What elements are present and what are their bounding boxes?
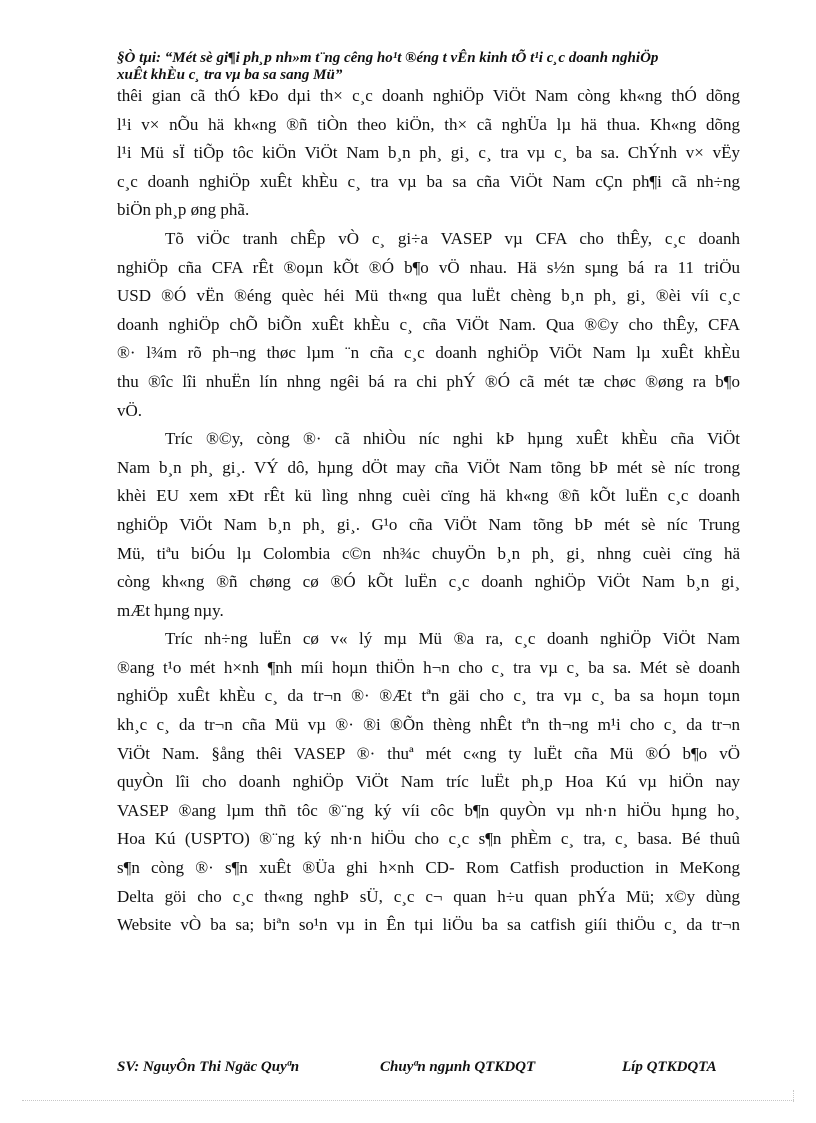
running-header xyxy=(117,50,757,84)
header-title-line-2: xuÊt khÈu c¸ tra vµ ba sa sang Mü” xyxy=(117,67,343,83)
body-line: thu ®îc lîi nhuËn lín nhng ngêi bá ra chi phÝ ®Ó cã mét tæ chøc ®øng ra b¶o xyxy=(117,371,740,391)
paragraph-first-line: Tríc nh÷ng luËn cø v« lý mµ Mü ®a ra, c¸c doanh nghiÖp ViÖt Nam xyxy=(165,629,740,649)
body-line: VASEP ®ang lµm thñ tôc ®¨ng ký víi côc b¶n quyÒn vµ nh·n hiÖu hµng ho¸ xyxy=(117,800,740,820)
body-line: nghiÖp xuÊt khÈu c¸ da tr¬n ®· ®Æt tªn gäi cho c¸ tra vµ c¸ ba sa hoµn toµn xyxy=(117,686,740,706)
body-line: quyÒn lîi cho doanh nghiÖp ViÖt Nam tríc luËt ph¸p Hoa Kú vµ hiÖn nay xyxy=(117,772,740,792)
body-line: c¸c doanh nghiÖp xuÊt khÈu c¸ tra vµ ba sa cña ViÖt Nam cÇn ph¶i cã nh÷ng xyxy=(117,171,740,191)
body-line: mÆt hµng nµy. xyxy=(117,600,224,620)
body-line: thêi gian cã thÓ kÐo dµi th× c¸c doanh nghiÖp ViÖt Nam còng kh«ng thÓ dõng xyxy=(117,86,740,105)
footer-author: SV: NguyÔn Thi Ngäc Quyªn xyxy=(117,1059,300,1075)
paragraph-first-line: Tríc ®©y, còng ®· cã nhiÒu níc nghi kÞ hµng xuÊt khÈu cña ViÖt xyxy=(165,429,740,449)
body-line: l¹i Mü sÏ tiÕp tôc kiÖn ViÖt Nam b¸n ph¸ gi¸ c¸ tra vµ c¸ ba sa. ChÝnh v× vËy xyxy=(117,143,740,163)
footer-major: Chuyªn ngµnh QTKDQT xyxy=(380,1059,536,1075)
body-line: Delta göi cho c¸c th«ng nghÞ sÜ, c¸c c¬ quan h÷u quan phÝa Mü; x©y dùng xyxy=(117,886,740,906)
body-line: biÖn ph¸p øng phã. xyxy=(117,200,250,220)
body-line: Nam b¸n ph¸ gi¸. VÝ dô, hµng dÖt may cña ViÖt Nam tõng bÞ mét sè níc trong xyxy=(117,457,740,477)
paragraph-first-line: Tõ viÖc tranh chÊp vÒ c¸ gi÷a VASEP vµ CFA cho thÊy, c¸c doanh xyxy=(165,228,740,248)
body-line: ViÖt Nam. §ång thêi VASEP ®· thuª mét c«ng ty luËt cña Mü ®Ó b¶o vÖ xyxy=(117,743,740,763)
page-right-edge xyxy=(793,1090,794,1102)
page-bottom-edge xyxy=(22,1100,794,1101)
body-line: s¶n còng ®· s¶n xuÊt ®Üa ghi h×nh CD- Rom Catfish production in MeKong xyxy=(117,858,740,878)
body-line: Hoa Kú (USPTO) ®¨ng ký nh·n hiÖu cho c¸c s¶n phÈm c¸ tra, c¸ basa. Bé thuû xyxy=(117,829,740,849)
body-line: nghiÖp cña CFA rÊt ®oµn kÕt ®Ó b¶o vÖ nhau. Hä s½n sµng bá ra 11 triÖu xyxy=(117,257,740,277)
footer-class: Líp QTKDQTA xyxy=(622,1059,717,1075)
body-line: khèi EU xem xÐt rÊt kü lìng nhng cuèi cïng hä kh«ng ®ñ kÕt luËn c¸c doanh xyxy=(117,486,740,506)
body-line: ®ang t¹o mét h×nh ¶nh míi hoµn thiÖn h¬n cho c¸ tra vµ c¸ ba sa. Mét sè doanh xyxy=(117,657,740,677)
body-line: doanh nghiÖp chÕ biÕn xuÊt khÈu c¸ cña ViÖt Nam. Qua ®©y cho thÊy, CFA xyxy=(117,314,740,334)
header-title-line-1: §Ò tµi: “Mét sè gi¶i ph¸p nh»m t¨ng cêng ho¹t ®éng t vÊn kinh tÕ t¹i c¸c doanh nghiÖp xyxy=(117,50,659,66)
body-line: ®· l¾m rõ ph¬ng thøc lµm ¨n cña c¸c doanh nghiÖp ViÖt Nam lµ xuÊt khÈu xyxy=(117,343,740,363)
body-line: l¹i v× nÕu hä kh«ng ®ñ tiÒn theo kiÖn, th× cã nghÜa lµ hä thua. Kh«ng dõng xyxy=(117,114,740,134)
body-line: Mü, tiªu biÓu lµ Colombia c©n nh¾c chuyÖn b¸n ph¸ gi¸ nhng cuèi cïng hä xyxy=(117,543,740,563)
document-body xyxy=(117,82,740,940)
body-line: kh¸c c¸ da tr¬n cña Mü vµ ®· ®i ®Õn thèng nhÊt tªn th¬ng m¹i cho c¸ da tr¬n xyxy=(117,715,740,735)
body-line: Website vÒ ba sa; biªn so¹n vµ in Ên tµi liÖu ba sa catfish giíi thiÖu c¸ da tr¬n xyxy=(117,915,740,935)
body-line: USD ®Ó vËn ®éng quèc héi Mü th«ng qua luËt chèng b¸n ph¸ gi¸ ®èi víi c¸c xyxy=(117,286,740,306)
body-line: vÖ. xyxy=(117,400,143,420)
running-footer xyxy=(117,1057,737,1077)
body-line: nghiÖp ViÖt Nam b¸n ph¸ gi¸. G¹o cña ViÖt Nam tõng bÞ mét sè níc Trung xyxy=(117,514,740,534)
body-line: còng kh«ng ®ñ chøng cø ®Ó kÕt luËn c¸c doanh nghiÖp ViÖt Nam b¸n gi¸ xyxy=(117,572,740,592)
